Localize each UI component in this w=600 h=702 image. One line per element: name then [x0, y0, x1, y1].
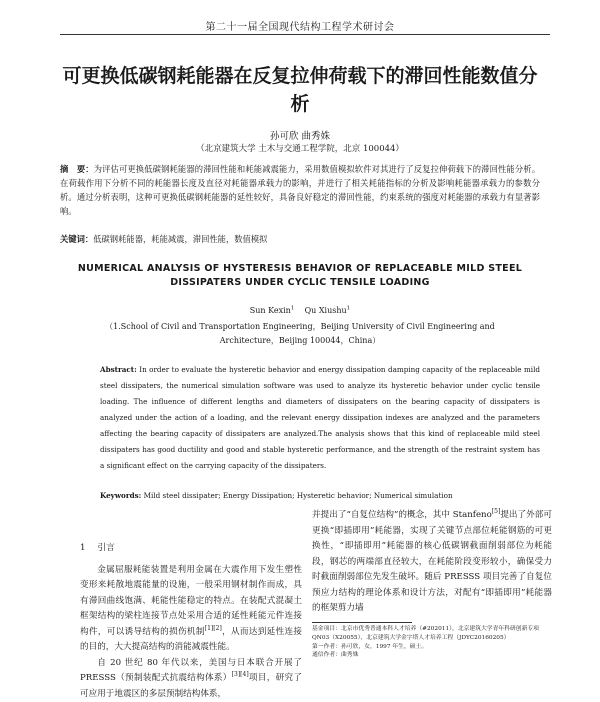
authors-english — [0, 306, 600, 315]
affiliation-english: （1.School of Civil and Transportation Engineering，Beijing University of Civil Engineering and Architecture，Beijing 100044，China） — [100, 320, 500, 348]
abstract-english-text: In order to evaluate the hysteretic behavior and energy dissipation damping capacity of the replaceable mild steel dissipaters, the numerical simulation software was used to analyze its hysteretic behavior under cyclic tensile loading. The influence of different lengths and diameters of dissipaters on the bearing capacity of dissipaters is analyzed under the action of a loading, and the relevant energy dissipation indexes are analyzed and the parameters affecting the bearing capacity of dissipaters are analyzed.The analysis shows that this kind of replaceable mild steel dissipaters has good ductility and good and stable hysteretic performance, and the strength of the restraint system has a significant effect on the carrying capacity of the dissipaters. — [100, 365, 540, 470]
section-title: 引言 — [97, 543, 114, 553]
body-column-left — [80, 541, 302, 702]
footnote-corresponding-author: 通信作者：曲秀姝 — [312, 651, 552, 660]
body-text: ，从而达到延性连接的目的，大大提高结构的消能减震性能。 — [80, 627, 302, 653]
footnotes — [312, 625, 552, 660]
abstract-english-label: Abstract: — [100, 365, 137, 374]
footnote-funding: 基金项目：北京市优秀普通本科人才培养（#202011），北京建筑大学青年科研创新专项 QN03（X20055），北京建筑大学金字塔人才培养工程（JDYC20160205） — [312, 625, 552, 643]
body-text: 提出了外部可更换“即插即用”耗能器，实现了关键节点部位耗能钢筋的可更换性，“即插即用”耗能器的核心低碳钢截面削弱部位为耗能段，钢芯的两端部直径较大，在耗能阶段变形较小，确保受力时截面削弱部位先发生破坏。随后 PRESSS 项目完善了自复位预应力结构的理论体系和设计方法，对配有“即插即用”耗能器的框架剪力墙 — [312, 510, 552, 613]
abstract-chinese-label: 摘 要： — [60, 164, 94, 174]
body-paragraph — [80, 563, 302, 656]
keywords-chinese-label: 关键词： — [60, 234, 93, 244]
author-en-2-mark: 1 — [347, 305, 351, 311]
keywords-english-text: Mild steel dissipater; Energy Dissipation; Hysteretic behavior; Numerical simulation — [144, 491, 453, 500]
keywords-english-label: Keywords: — [100, 491, 141, 500]
body-paragraph — [80, 656, 302, 702]
body-text: 并提出了“自复位结构”的概念，其中 Stanfeno — [312, 510, 492, 520]
citation: [1][2] — [205, 625, 222, 632]
footnote-rule — [312, 622, 412, 623]
paper-title-english: NUMERICAL ANALYSIS OF HYSTERESIS BEHAVIOR OF REPLACEABLE MILD STEEL DISSIPATERS UNDER CYCLIC TENSILE LOADING — [60, 262, 540, 290]
body-text: 自 20 世纪 80 年代以来，美国与日本联合开展了 PRESSS（预制装配式抗震结构体系） — [80, 658, 302, 684]
abstract-english — [100, 362, 540, 474]
abstract-chinese-text: 为评估可更换低碳钢耗能器的滞回性能和耗能减震能力，采用数值模拟软件对其进行了反复拉伸荷载下的滞回性能分析。在荷载作用下分析不同的耗能器长度及直径对耗能器承载力的影响，并进行了相关耗能指标的分析及影响耗能器承载力的参数分析。通过分析表明，这种可更换低碳钢耗能器的延性较好，具备良好稳定的滞回性能，约束系统的强度对耗能器的承载力有显著影响。 — [60, 164, 540, 216]
keywords-chinese — [60, 233, 540, 245]
section-number: 1 — [80, 543, 85, 553]
paper-title-chinese: 可更换低碳钢耗能器在反复拉伸荷载下的滞回性能数值分析 — [60, 62, 540, 118]
footnote-first-author: 第一作者：孙可欣，女，1997 年生，硕士。 — [312, 643, 552, 652]
running-header: 第二十一届全国现代结构工程学术研讨会 — [60, 18, 540, 33]
section-heading — [80, 541, 302, 557]
keywords-chinese-text: 低碳钢耗能器，耗能减震，滞回性能，数值模拟 — [93, 234, 267, 244]
authors-chinese: 孙可欣 曲秀姝 — [0, 128, 600, 142]
citation: [5] — [492, 508, 501, 515]
affiliation-chinese: （北京建筑大学 土木与交通工程学院，北京 100044） — [0, 142, 600, 154]
body-column-right — [312, 508, 552, 617]
body-paragraph — [312, 508, 552, 617]
citation: [3][4] — [232, 671, 249, 678]
keywords-english — [100, 491, 540, 500]
abstract-chinese — [60, 162, 540, 218]
author-en-1-mark: 1 — [291, 305, 295, 311]
body-text: 金属屈服耗能装置是利用金属在大震作用下发生塑性变形来耗散地震能量的设施，一般采用钢材制作而成，具有滞回曲线饱满、耗能性能稳定的特点。在装配式混凝土框架结构的梁柱连接节点处采用合适的延性耗能元件连接构件，可以诱导结构的损伤机制 — [80, 565, 302, 637]
author-en-2: Qu Xiushu — [305, 306, 347, 315]
author-en-1: Sun Kexin — [250, 306, 291, 315]
header-rule — [60, 34, 550, 35]
body-text: 项目，研究了可应用于地震区的多层预制结构体系， — [80, 673, 302, 699]
